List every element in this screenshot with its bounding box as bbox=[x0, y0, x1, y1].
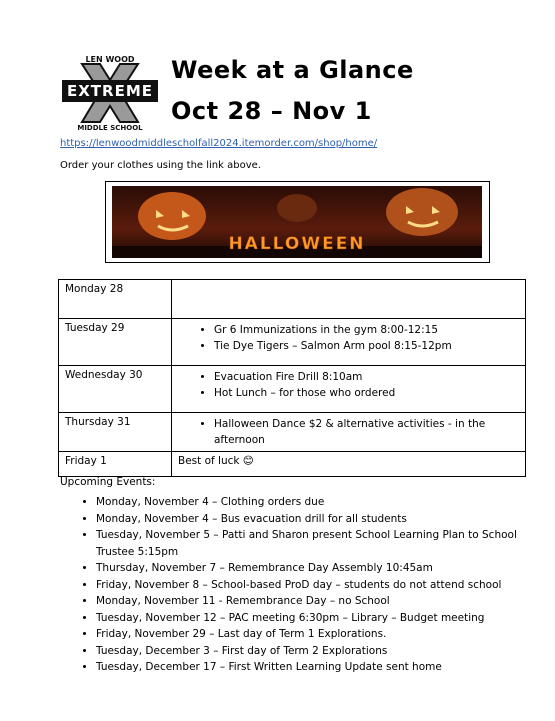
store-link[interactable]: https://lenwoodmiddlescholfall2024.itemorder.com/shop/home/ bbox=[60, 138, 378, 149]
day-cell: Thursday 31 bbox=[59, 413, 172, 452]
pumpkin-center bbox=[277, 194, 317, 222]
date-range: Oct 28 – Nov 1 bbox=[171, 97, 372, 125]
events-cell bbox=[172, 319, 526, 366]
table-row bbox=[59, 280, 526, 319]
list-item: • Tuesday, November 12 – PAC meeting 6:30pm – Library – Budget meeting bbox=[96, 610, 546, 627]
week-table bbox=[58, 279, 526, 477]
events-cell: Best of luck 😊 bbox=[172, 452, 526, 477]
day-cell: Wednesday 30 bbox=[59, 366, 172, 413]
list-item: • Monday, November 4 – Clothing orders due bbox=[96, 494, 546, 511]
table-row bbox=[59, 413, 526, 452]
logo-bottom-text: MIDDLE SCHOOL bbox=[77, 124, 143, 132]
day-cell: Monday 28 bbox=[59, 280, 172, 319]
events-cell bbox=[172, 280, 526, 319]
list-item: • Friday, November 8 – School-based ProD day – students do not attend school bbox=[96, 577, 546, 594]
list-item: • Monday, November 11 - Remembrance Day – no School bbox=[96, 593, 546, 610]
table-row bbox=[59, 452, 526, 477]
list-item: • Hot Lunch – for those who ordered bbox=[214, 385, 519, 401]
events-cell bbox=[172, 366, 526, 413]
table-row bbox=[59, 319, 526, 366]
logo-top-text: LEN WOOD bbox=[85, 55, 135, 64]
table-row bbox=[59, 366, 526, 413]
logo-extreme-text: EXTREME bbox=[66, 82, 154, 100]
order-note: Order your clothes using the link above. bbox=[60, 160, 261, 171]
day-cell: Friday 1 bbox=[59, 452, 172, 477]
day-cell: Tuesday 29 bbox=[59, 319, 172, 366]
list-item: • Tuesday, November 5 – Patti and Sharon present School Learning Plan to School Trustee 5:15pm bbox=[96, 527, 546, 560]
events-cell bbox=[172, 413, 526, 452]
list-item: • Friday, November 29 – Last day of Term 1 Explorations. bbox=[96, 626, 546, 643]
list-item: • Evacuation Fire Drill 8:10am bbox=[214, 369, 519, 385]
school-logo bbox=[60, 54, 160, 132]
list-item: • Tie Dye Tigers – Salmon Arm pool 8:15-12pm bbox=[214, 338, 519, 354]
list-item: • Halloween Dance $2 & alternative activities - in the afternoon bbox=[214, 416, 519, 448]
halloween-banner bbox=[112, 186, 482, 258]
list-item: • Tuesday, December 17 – First Written Learning Update sent home bbox=[96, 659, 546, 676]
pumpkin-right bbox=[386, 188, 458, 236]
upcoming-title: Upcoming Events: bbox=[60, 476, 156, 488]
list-item: • Tuesday, December 3 – First day of Term 2 Explorations bbox=[96, 643, 546, 660]
banner-title: HALLOWEEN bbox=[228, 234, 366, 254]
upcoming-list bbox=[60, 494, 546, 676]
page-title: Week at a Glance bbox=[171, 56, 414, 84]
list-item: • Thursday, November 7 – Remembrance Day Assembly 10:45am bbox=[96, 560, 546, 577]
banner-frame bbox=[105, 181, 490, 263]
pumpkin-left bbox=[138, 192, 206, 240]
list-item: • Monday, November 4 – Bus evacuation drill for all students bbox=[96, 511, 546, 528]
list-item: • Gr 6 Immunizations in the gym 8:00-12:15 bbox=[214, 322, 519, 338]
